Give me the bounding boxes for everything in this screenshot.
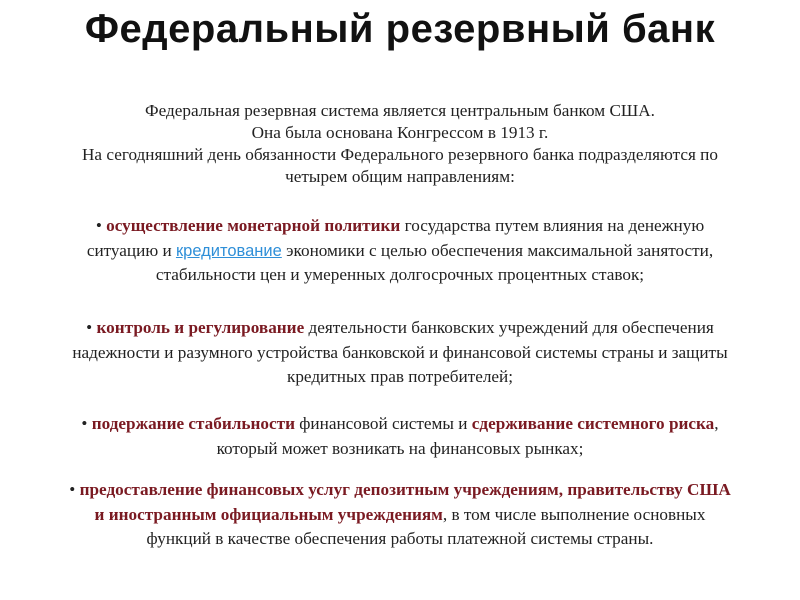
bullet-financial-services xyxy=(0,478,800,552)
credit-link[interactable]: кредитование xyxy=(175,241,282,260)
bullet-text: финансовой системы и xyxy=(294,414,472,433)
bullet-monetary-policy xyxy=(0,214,800,288)
bullet-line: стабильности цен и умеренных долгосрочных процентных ставок; xyxy=(155,265,645,284)
bullet-text: государства путем влияния на денежную xyxy=(400,216,705,235)
bullet-stability xyxy=(0,412,800,461)
bullet-emphasis: предоставление финансовых услуг депозитным учреждениям, правительству США xyxy=(79,480,731,499)
bullet-line xyxy=(0,316,800,341)
bullet-marker: • xyxy=(86,318,97,337)
bullet-marker: • xyxy=(69,480,80,499)
bullet-line xyxy=(0,214,800,239)
bullet-emphasis: сдерживание системного риска xyxy=(471,414,715,433)
bullet-text: ситуацию и xyxy=(86,240,176,260)
bullet-line: кредитных прав потребителей; xyxy=(286,367,514,386)
intro-line: На сегодняшний день обязанности Федерального резервного банка подразделяются по xyxy=(82,145,718,164)
bullet-text: экономики с целью обеспечения максимальной занятости, xyxy=(281,240,714,260)
intro-paragraph xyxy=(0,100,800,188)
bullet-marker: • xyxy=(95,216,107,235)
slide-title: Федеральный резервный банк xyxy=(84,7,716,51)
bullet-marker: • xyxy=(81,414,92,433)
bullet-emphasis: и иностранным официальным учреждениям xyxy=(94,504,443,524)
bullet-text: , xyxy=(714,414,719,433)
bullet-text: деятельности банковских учреждений для обеспечения xyxy=(304,318,714,337)
bullet-line xyxy=(0,503,800,528)
intro-line: Она была основана Конгрессом в 1913 г. xyxy=(251,123,549,142)
intro-line: четырем общим направлениям: xyxy=(285,167,515,186)
bullet-line: функций в качестве обеспечения работы платежной системы страны. xyxy=(146,529,654,548)
bullet-emphasis: контроль и регулирование xyxy=(96,318,305,337)
bullet-line xyxy=(0,478,800,503)
bullet-emphasis: осуществление монетарной политики xyxy=(106,216,401,235)
bullet-line: надежности и разумного устройства банковской и финансовой системы страны и защиты xyxy=(72,342,728,362)
bullet-emphasis: подержание стабильности xyxy=(91,414,295,433)
bullet-regulation xyxy=(0,316,800,390)
bullet-text: , в том числе выполнение основных xyxy=(442,504,706,524)
intro-line: Федеральная резервная система является центральным банком США. xyxy=(145,101,655,120)
bullet-line: который может возникать на финансовых рынках; xyxy=(216,438,584,458)
bullet-line xyxy=(0,239,800,264)
bullet-line xyxy=(0,412,800,437)
